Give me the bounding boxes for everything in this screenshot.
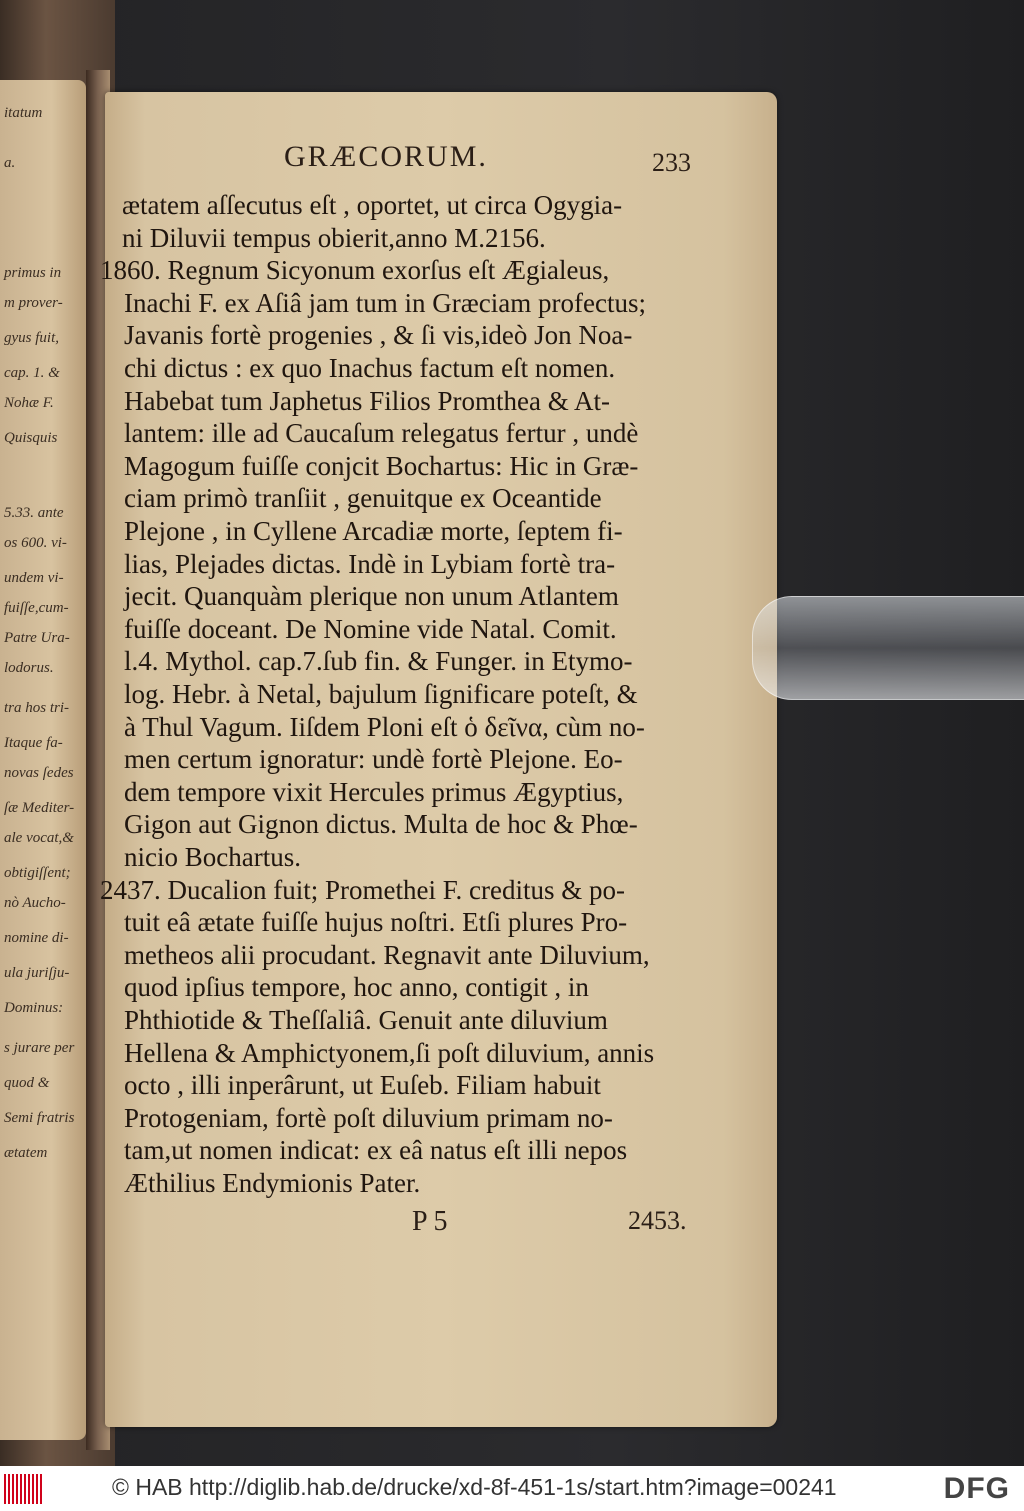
folio-number: 233 (652, 148, 691, 177)
glass-page-holder (752, 596, 1024, 700)
text-line: l.4. Mythol. cap.7.ſub fin. & Funger. in Etymo- (124, 646, 633, 677)
left-page-fragment: quod & (4, 1075, 50, 1091)
text-line: tuit eâ ætate fuiſſe hujus noſtri. Etſi plures Pro- (124, 907, 628, 938)
left-page-fragment: fuiſſe,cum- (4, 600, 69, 616)
dfg-logo: DFG (943, 1472, 1010, 1505)
left-page-fragment: Semi fratris (4, 1110, 75, 1126)
left-page-fragment: Patre Ura- (4, 630, 70, 646)
running-head: GRÆCORUM. (284, 140, 488, 173)
text-line: Protogeniam, fortè poſt diluvium primam no- (124, 1102, 613, 1133)
left-page-fragment: Dominus: (4, 1000, 64, 1016)
left-page-fragment: s jurare per (4, 1040, 75, 1056)
text-line: jecit. Quanquàm plerique non unum Atlantem (124, 581, 619, 612)
left-page-fragment: obtigiſſent; (4, 865, 71, 881)
signature-mark: P 5 (412, 1206, 448, 1237)
left-page-fragment: gyus fuit, (4, 330, 59, 346)
left-page-fragment: a. (4, 155, 16, 171)
left-page-fragment: ula juriſju- (4, 965, 70, 981)
text-line: nicio Bochartus. (124, 842, 301, 872)
text-line: Javanis fortè progenies , & ſi vis,ideò Jon Noa- (124, 320, 633, 351)
text-line: metheos alii procudant. Regnavit ante Diluvium, (124, 939, 650, 970)
text-line: dem tempore vixit Hercules primus Ægyptius, (124, 776, 624, 807)
left-page-fragment: ale vocat,& (4, 830, 74, 846)
left-page-fragment: 5.33. ante (4, 505, 64, 521)
left-page-fragment: Itaque fa- (4, 735, 63, 751)
text-line: 2437. Ducalion fuit; Promethei F. creditus & po- (100, 874, 626, 905)
left-page-fragment: os 600. vi- (4, 535, 67, 551)
text-line: Habebat tum Japhetus Filios Promthea & At- (124, 385, 610, 416)
text-line: ciam primò tranſiit , genuitque ex Oceantide (124, 483, 602, 514)
left-page-fragment: nomine di- (4, 930, 69, 946)
text-line: Phthiotide & Theſſaliâ. Genuit ante diluvium (124, 1005, 608, 1035)
catchword: 2453. (628, 1206, 687, 1235)
left-page-fragment: novas ſedes (4, 765, 74, 781)
left-page-fragment: ſæ Mediter- (4, 800, 75, 816)
text-line: log. Hebr. à Netal, bajulum ſignificare poteſt, & (124, 679, 638, 709)
left-page-fragment: m prover- (4, 295, 63, 311)
text-line: quod ipſius tempore, hoc anno, contigit , in (124, 972, 589, 1003)
left-page-fragment: itatum (4, 105, 43, 121)
left-page-fragment: nò Aucho- (4, 895, 66, 911)
text-line: ætatem aſſecutus eſt , oportet, ut circa Ogygia- (122, 190, 623, 220)
left-page-fragment: undem vi- (4, 570, 64, 586)
left-page-fragment: Quisquis (4, 430, 58, 446)
text-line: Gigon aut Gignon dictus. Multa de hoc & Phœ- (124, 809, 638, 840)
text-line: ni Diluvii tempus obierit,anno M.2156. (122, 222, 546, 253)
footer-credit-link[interactable]: © HAB http://diglib.hab.de/drucke/xd-8f-451-1s/start.htm?image=00241 (112, 1474, 837, 1500)
text-line: Æthilius Endymionis Pater. (124, 1168, 421, 1198)
text-line: tam,ut nomen indicat: ex eâ natus eſt illi nepos (124, 1135, 628, 1166)
text-line: Inachi F. ex Aſiâ jam tum in Græciam profectus; (124, 287, 646, 318)
left-page-fragment: Nohæ F. (4, 395, 54, 411)
text-line: fuiſſe doceant. De Nomine vide Natal. Comit. (124, 613, 617, 644)
left-page-fragment: ætatem (4, 1145, 48, 1161)
text-line: 1860. Regnum Sicyonum exorſus eſt Ægialeus, (100, 255, 610, 286)
text-line: à Thul Vagum. Iiſdem Ploni eſt ὁ δεῖνα, cùm no- (124, 711, 645, 742)
text-line: Plejone , in Cyllene Arcadiæ morte, ſeptem fi- (124, 516, 623, 546)
text-line: lias, Plejades dictas. Indè in Lybiam fortè tra- (124, 548, 616, 579)
text-line: lantem: ille ad Caucaſum relegatus fertur , undè (124, 418, 639, 449)
text-line: Hellena & Amphictyonem,ſi poſt diluvium, annis (124, 1037, 655, 1068)
text-line: chi dictus : ex quo Inachus factum eſt nomen. (124, 353, 616, 383)
left-page-fragment: primus in (4, 265, 62, 281)
footer-bar (0, 1466, 1024, 1511)
left-page-fragment: lodorus. (4, 660, 54, 676)
text-line: octo , illi inperârunt, ut Euſeb. Filiam habuit (124, 1070, 601, 1101)
text-line: Magogum fuiſſe conjcit Bochartus: Hic in Græ- (124, 450, 639, 481)
hab-barcode-icon (4, 1474, 46, 1504)
left-page-edge (0, 80, 86, 1440)
left-page-fragment: tra hos tri- (4, 700, 70, 716)
left-page-fragment: cap. 1. & (4, 365, 60, 381)
text-line: men certum ignoratur: undè fortè Plejone. Eo- (124, 744, 623, 775)
